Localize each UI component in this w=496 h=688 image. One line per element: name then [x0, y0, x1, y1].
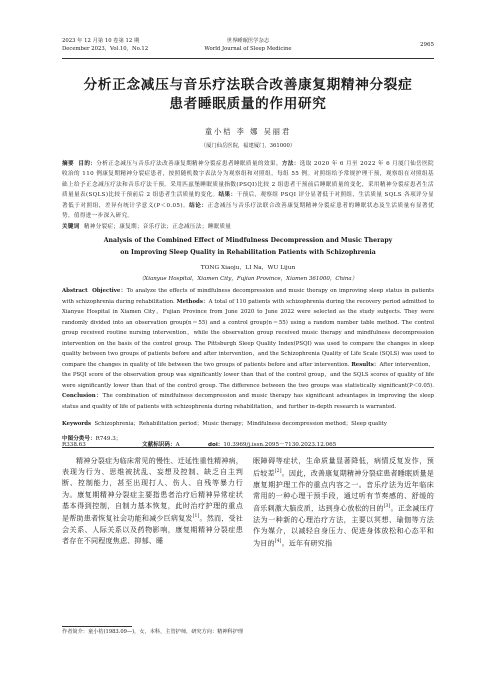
citation-ref[interactable]: [2] [274, 469, 282, 475]
doi-label: doi： [208, 442, 224, 448]
issue-info-en: December 2023，Vol.10，No.12 [62, 45, 149, 52]
body-left-text: 精神分裂症为临床常见的慢性、迁延性重性精神病，表现为行为、思维被扰乱、妄想及控制、缺乏自主判断、控制能力，甚至出现打人、伤人、自残等暴力行为。康复期精神分裂症主要指患者治疗后精神异常症状基本得到控制，自制力基本恢复，此时治疗护理的重点是帮助患者恢复社会功能和减少巨病复发 [62, 456, 243, 523]
en-conclusion-label: Conclusion： [62, 393, 103, 399]
clc-value: R749.3；R338.63 [62, 436, 122, 448]
clc-label: 中图分类号： [62, 436, 96, 442]
en-methods-label: Methods： [176, 298, 209, 305]
zh-results-label: 结果： [218, 192, 237, 199]
en-keywords-label: Keywords [62, 421, 92, 427]
article-title-line2: 患者睡眠质量的作用研究 [169, 96, 327, 112]
zh-abstract-label: 摘要 [62, 161, 74, 167]
body-right-text-c: 。正念减压疗法为一种新的心理治疗方法，主要以冥想、瑜伽等方法作为媒介，以减轻自身压力、促进身体放松和心态平和为目的 [253, 503, 434, 548]
journal-name-en: World Journal of Sleep Medicine [204, 45, 292, 52]
footnote-rule [62, 626, 132, 627]
citation-ref[interactable]: [1] [192, 514, 200, 520]
zh-objective: 分析正念减压与音乐疗法改善康复期精神分裂症患者睡眠质量的效果。 [96, 161, 282, 167]
english-keywords [62, 419, 434, 429]
citation-ref[interactable]: [4] [274, 539, 282, 545]
author-footnote: 作者简介：童小桔(1983.09—)，女，本科，主管护师，研究方向：精神科护理 [62, 629, 244, 635]
en-objective-label: Objective： [92, 288, 127, 294]
english-abstract [62, 286, 434, 412]
zh-conclusion-label: 结论： [189, 202, 208, 209]
body-column-right [253, 455, 434, 549]
section-rule [62, 447, 434, 448]
journal-name-zh: 世界睡眠医学杂志 [226, 38, 270, 44]
en-keywords-text: Schizophrenia；Rehabilitation period；Music therapy；Mindfulness decompression method；Sleep quality [94, 421, 387, 427]
body-right-text-a: 眠障碍等症状，生命质量显著降低，病情反复发作，预后较差 [253, 456, 434, 478]
en-objective: To analyze the effects of mindfulness decompression and music therapy on improving sleep status in patients with schizophrenia during rehabilitation. [62, 288, 434, 305]
en-results-label: Results： [351, 361, 380, 368]
zh-methods-label: 方法： [281, 161, 300, 167]
article-title-line1: 分析正念减压与音乐疗法联合改善康复期精神分裂症 [83, 77, 413, 93]
english-affiliation: （Xianyue Hospital，Xiamen City，Fujian Province，Xiamen 361000，China） [138, 276, 358, 282]
citation-ref[interactable]: [3] [383, 504, 391, 510]
doc-code-value: A [175, 442, 180, 448]
clc-group [62, 434, 142, 448]
zh-objective-label: 目的： [78, 161, 97, 167]
authors: 童小桔 李 娜 吴丽君 [204, 127, 292, 136]
affiliation: （厦门仙岳医院，福建厦门，361000） [200, 143, 296, 149]
zh-keywords [62, 222, 434, 230]
body-column-left [62, 455, 243, 546]
body-right-text-b: 。因此，改善康复期精神分裂症患者睡眠质量是康复期护理工作的重点内容之一。音乐疗法为近年临床常用的一种心理干预手段，通过听有节奏感的、舒缓的音乐刺激大脑皮质，达到身心放松的目的 [253, 468, 434, 513]
journal-name [62, 38, 434, 53]
doi-value: 10.3969/j.issn.2095－7130.2023.12.065 [223, 442, 337, 448]
en-conclusion: The combination of mindfulness decompression and music therapy has significant advantages in improving the sleep status and quality of life of patients with schizophrenia during rehabilitation，and further in-depth research is warranted. [62, 393, 434, 410]
body-right-text-d: 。近年有研究指 [281, 538, 333, 548]
zh-keywords-label: 关键词 [62, 224, 80, 230]
english-title-line1: Analysis of the Combined Effect of Mindfulness Decompression and Music Therapy [103, 237, 393, 244]
zh-results: 干预后，观察组 PSQI 评分显著低于对照组，生活质量 SQLS 各项评分显著低于对照组，差异有统计学意义(P＜0.05)。 [62, 192, 434, 209]
en-methods: A total of 110 patients with schizophrenia during the recovery period admitted to Xianyue Hospital in Xiamen City，Fujian Province from June 2020 to June 2022 were selected as the study subjects. They were randomly divided into an observation group(n＝55) and a control group(n＝55) using a random number table method. The control group received routine nursing intervention，while the observation group received music therapy and mindfulness decompression intervention on the basis of the control group. The Pittsburgh Sleep Quality Index(PSQI) was used to compare the changes in sleep quality between two groups of patients before and after intervention，and the Schizophrenia Quality of Life Scale (SQLS) was used to compare the changes in quality of life between the two groups of patients before and after intervention. [62, 298, 434, 368]
zh-keywords-text: 精神分裂症；康复期；音乐疗法；正念减压法；睡眠质量 [83, 224, 232, 230]
en-abstract-label: Abstract [62, 288, 88, 294]
body-left-tail: 。然而，受社会关系、人际关系以及药物影响，康复期精神分裂症患者存在不同程度焦虑、抑郁、睡 [62, 513, 243, 545]
zh-methods: 选取 2020 年 6 月至 2022 年 6 月厦门仙岳医院收治的 110 例康复期精神分裂症患者，按照随机数字表法分为观察组和对照组，每组 55 例。对照组给予常规护理干预，观察组在对照组基础上给予正念减压疗法和音乐疗法干预。采用匹兹堡睡眠质量指数(PSQI)比较 2 组患者干预前后睡眠质量的变化，采用精神分裂症患者生活质量量表(SQLS)比较干预前后 2 组患者生活质量的变化。 [62, 161, 434, 199]
doc-code-label: 文献标识码： [142, 442, 176, 448]
zh-abstract [62, 159, 434, 221]
classification-line [62, 434, 434, 448]
zh-conclusion: 正念减压与音乐疗法联合改善康复期精神分裂症患者的睡眠状态及生活质量有显著优势，值得进一步深入研究。 [62, 202, 435, 220]
english-authors: TONG Xiaoju，LI Na，WU Lijun [200, 265, 296, 271]
issue-info-zh: 2023 年 12 月第 10 卷第 12 期 [62, 38, 140, 44]
english-title [62, 235, 434, 259]
article-title [62, 76, 434, 114]
running-header [62, 38, 434, 60]
en-results: After intervention，the PSQI score of the observation group was significantly lower than that of the control group，and the SQLS scores of quality of life were significantly lower than that of the control group. The difference between the two groups was statistically significant(P＜0.05). [62, 361, 435, 389]
header-rule [62, 58, 434, 59]
english-title-line2: on Improving Sleep Quality in Rehabilitation Patients with Schizophrenia [120, 249, 376, 256]
page-number: 2965 [420, 42, 434, 48]
